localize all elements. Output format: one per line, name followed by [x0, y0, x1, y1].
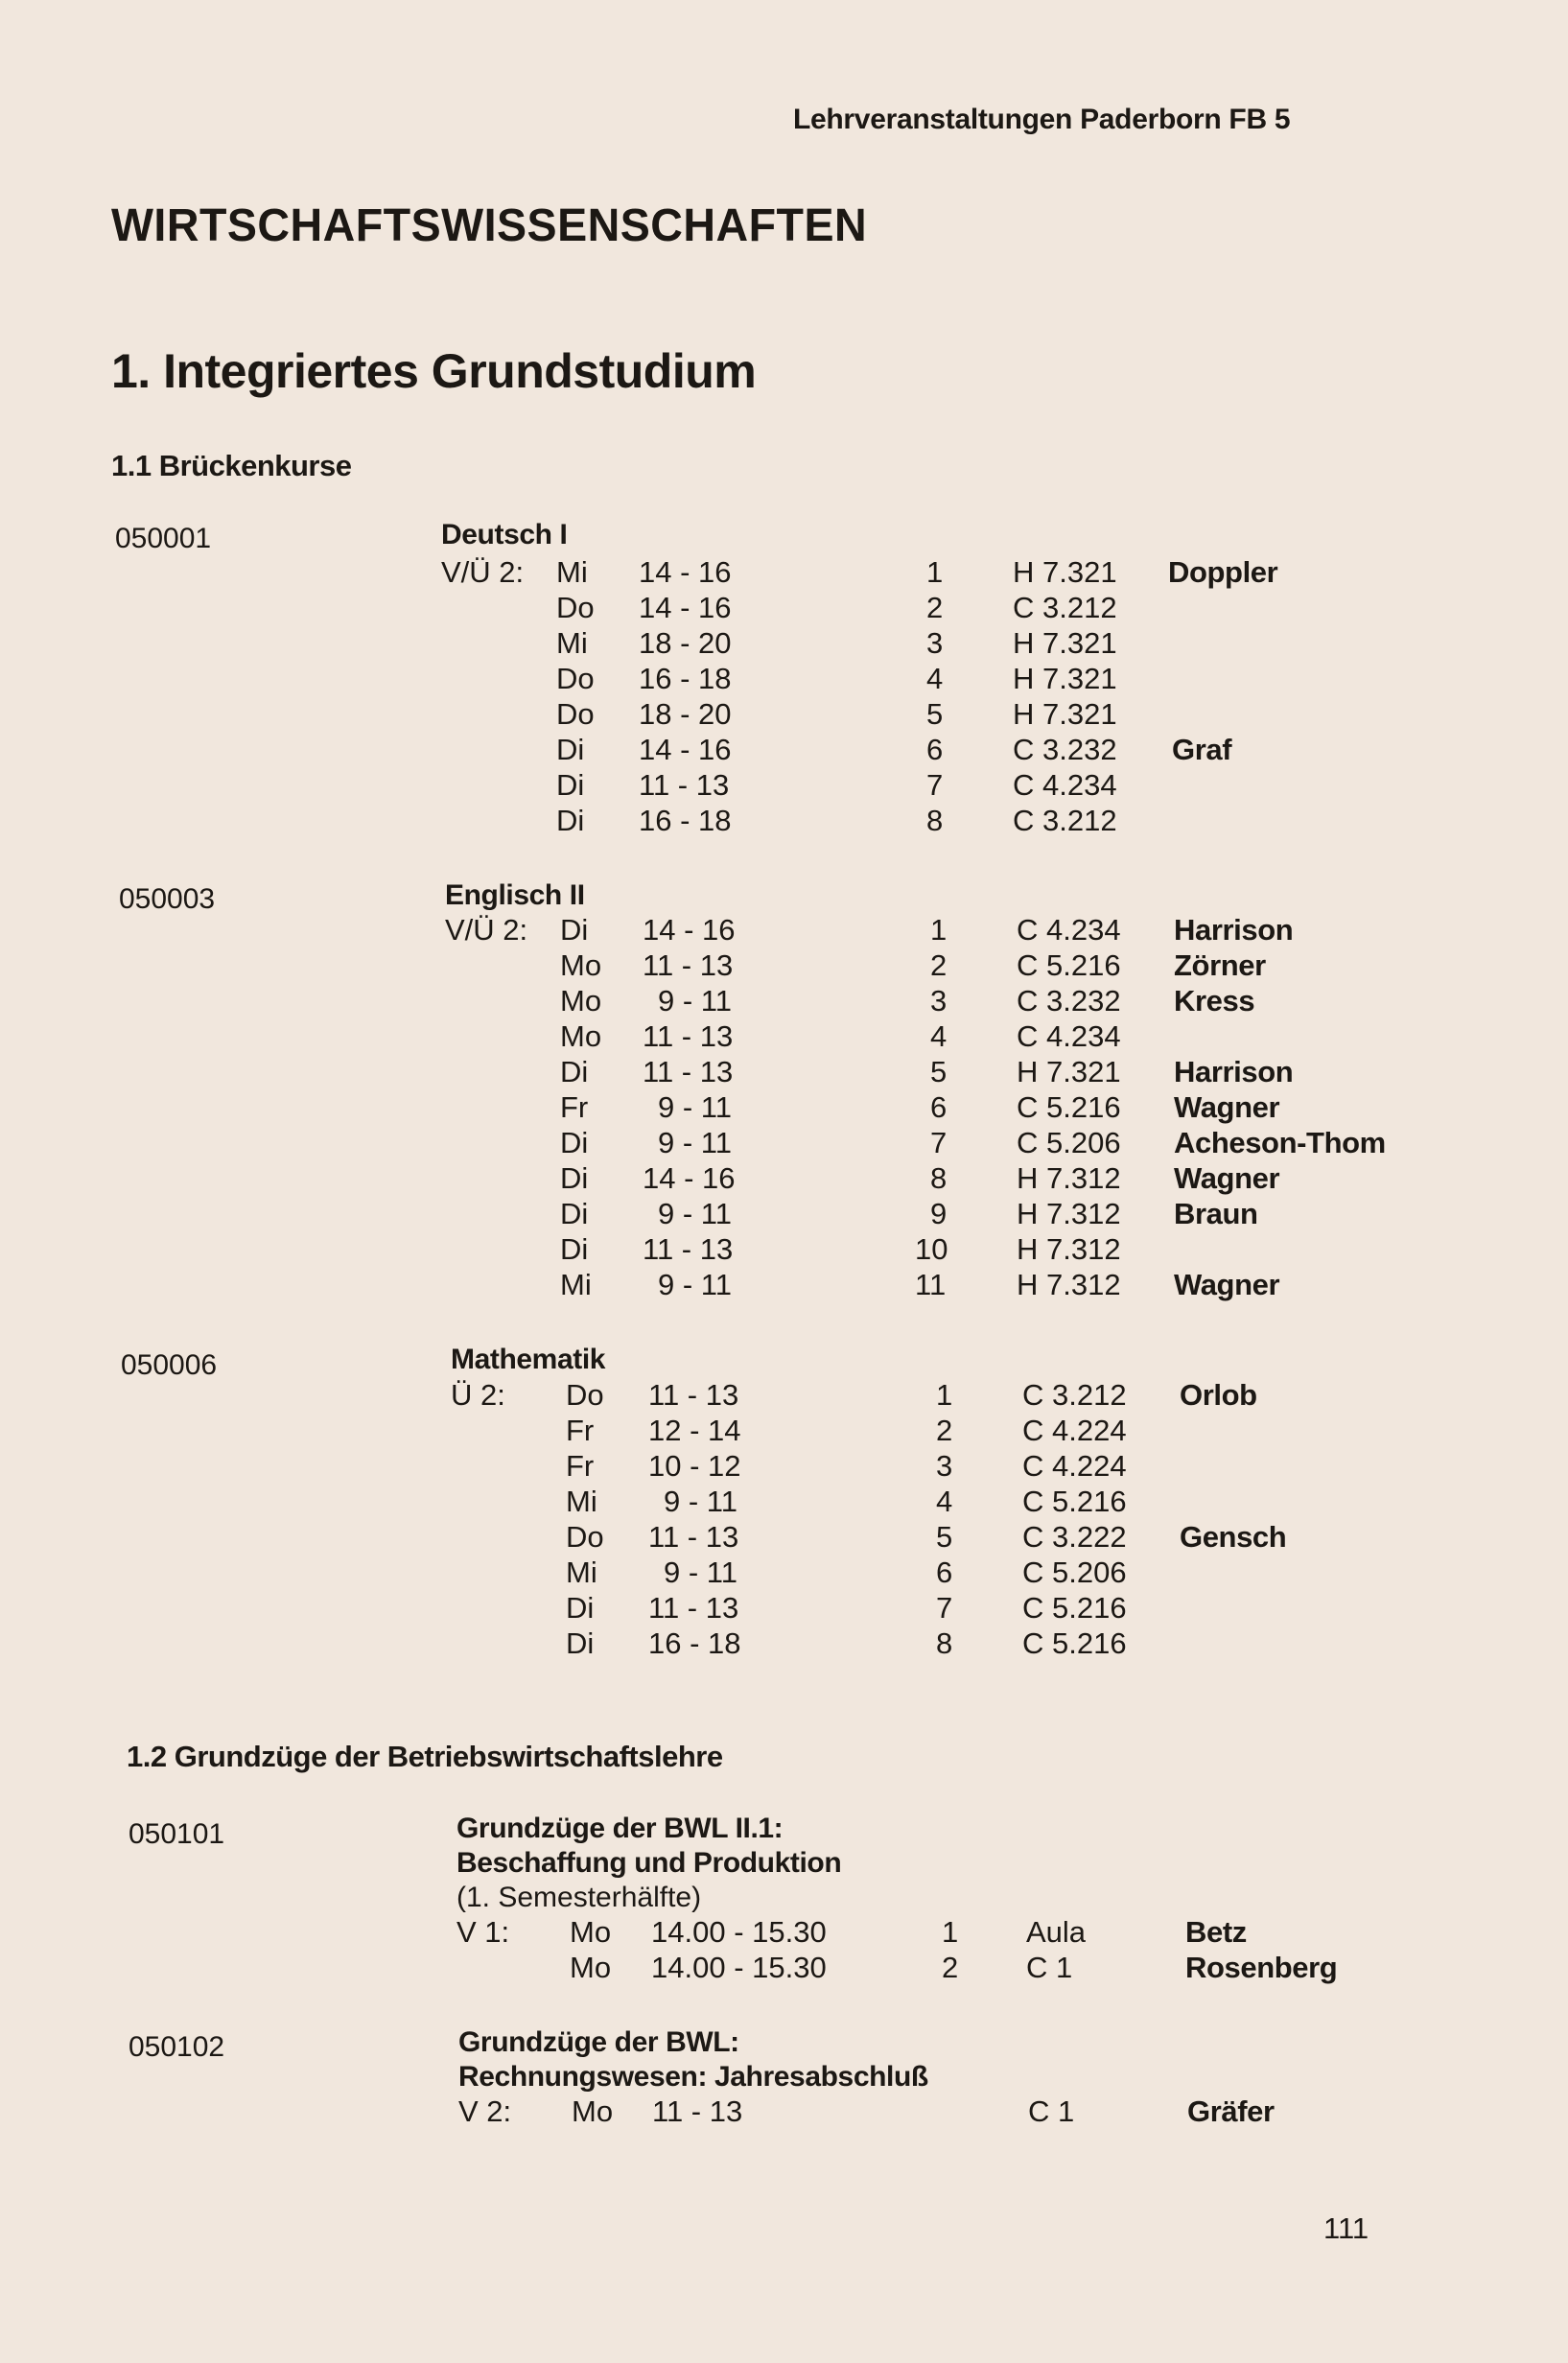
time-cell: 14 - 16 — [639, 733, 732, 766]
day-cell: Do — [556, 697, 595, 731]
course-name-subtitle: Beschaffung und Produktion — [456, 1847, 842, 1879]
time-cell: 18 - 20 — [639, 697, 732, 731]
course-name: Mathematik — [451, 1344, 606, 1375]
room-cell: C 3.212 — [1022, 1378, 1127, 1412]
group-cell: 7 — [926, 768, 944, 802]
room-cell: C 4.224 — [1022, 1414, 1127, 1447]
course-type: V/Ü 2: — [445, 913, 528, 947]
time-cell: 16 - 18 — [639, 804, 732, 837]
lecturer-cell: Wagner — [1174, 1161, 1280, 1195]
group-cell: 2 — [936, 1414, 953, 1447]
group-cell: 6 — [930, 1090, 948, 1124]
course-number: 050001 — [115, 523, 212, 554]
day-cell: Mo — [560, 948, 602, 982]
time-cell: 11 - 13 — [652, 2094, 743, 2128]
day-cell: Mi — [566, 1485, 597, 1518]
lecturer-cell: Graf — [1172, 733, 1232, 766]
room-cell: H 7.312 — [1017, 1161, 1121, 1195]
day-cell: Di — [556, 733, 585, 766]
day-cell: Do — [556, 662, 595, 695]
time-cell: 11 - 13 — [639, 768, 730, 802]
group-cell: 3 — [930, 984, 948, 1018]
room-cell: C 5.216 — [1022, 1591, 1127, 1625]
time-cell: 11 - 13 — [643, 1232, 734, 1266]
group-cell: 7 — [930, 1126, 948, 1159]
lecturer-cell: Gensch — [1180, 1520, 1287, 1554]
group-cell: 1 — [936, 1378, 953, 1412]
time-cell: 9 - 11 — [658, 1197, 732, 1230]
room-cell: C 1 — [1028, 2094, 1075, 2128]
day-cell: Fr — [566, 1449, 595, 1483]
room-cell: H 7.321 — [1013, 626, 1117, 660]
day-cell: Di — [560, 913, 589, 947]
day-cell: Do — [566, 1378, 604, 1412]
group-cell: 11 — [915, 1268, 947, 1301]
time-cell: 14 - 16 — [643, 913, 736, 947]
group-cell: 5 — [936, 1520, 953, 1554]
time-cell: 9 - 11 — [658, 984, 732, 1018]
lecturer-cell: Zörner — [1174, 948, 1266, 982]
room-cell: H 7.312 — [1017, 1232, 1121, 1266]
subsection-title-bruckenkurse: 1.1 Brückenkurse — [111, 449, 352, 482]
room-cell: C 4.234 — [1013, 768, 1117, 802]
day-cell: Di — [566, 1591, 595, 1625]
group-cell: 9 — [930, 1197, 948, 1230]
day-cell: Mo — [570, 1951, 612, 1984]
lecturer-cell: Betz — [1185, 1915, 1247, 1949]
group-cell: 2 — [926, 591, 944, 624]
course-number: 050102 — [129, 2031, 225, 2063]
room-cell: C 3.222 — [1022, 1520, 1127, 1554]
section-title: 1. Integriertes Grundstudium — [111, 344, 757, 398]
day-cell: Do — [566, 1520, 604, 1554]
group-cell: 8 — [936, 1626, 953, 1660]
course-type: V 2: — [458, 2094, 512, 2128]
time-cell: 14 - 16 — [639, 555, 732, 589]
day-cell: Mo — [560, 984, 602, 1018]
time-cell: 11 - 13 — [648, 1520, 739, 1554]
lecturer-cell: Acheson-Thom — [1174, 1126, 1386, 1159]
course-name: Grundzüge der BWL: — [458, 2026, 739, 2058]
time-cell: 14.00 - 15.30 — [651, 1915, 827, 1949]
time-cell: 14 - 16 — [643, 1161, 736, 1195]
group-cell: 5 — [926, 697, 944, 731]
lecturer-cell: Braun — [1174, 1197, 1258, 1230]
day-cell: Mo — [560, 1019, 602, 1053]
room-cell: H 7.321 — [1013, 697, 1117, 731]
room-cell: H 7.321 — [1017, 1055, 1121, 1088]
group-cell: 2 — [942, 1951, 959, 1984]
room-cell: C 5.206 — [1022, 1556, 1127, 1589]
running-header: Lehrveranstaltungen Paderborn FB 5 — [793, 104, 1291, 135]
day-cell: Di — [556, 768, 585, 802]
day-cell: Mi — [556, 626, 588, 660]
lecturer-cell: Kress — [1174, 984, 1255, 1018]
room-cell: C 4.234 — [1017, 913, 1121, 947]
day-cell: Do — [556, 591, 595, 624]
day-cell: Di — [560, 1197, 589, 1230]
group-cell: 1 — [926, 555, 944, 589]
group-cell: 3 — [926, 626, 944, 660]
group-cell: 8 — [930, 1161, 948, 1195]
time-cell: 11 - 13 — [643, 948, 734, 982]
time-cell: 9 - 11 — [658, 1090, 732, 1124]
group-cell: 4 — [926, 662, 944, 695]
course-number: 050101 — [129, 1818, 225, 1850]
group-cell: 10 — [915, 1232, 948, 1266]
group-cell: 4 — [936, 1485, 953, 1518]
time-cell: 14.00 - 15.30 — [651, 1951, 827, 1984]
room-cell: H 7.321 — [1013, 662, 1117, 695]
group-cell: 6 — [936, 1556, 953, 1589]
room-cell: C 4.234 — [1017, 1019, 1121, 1053]
room-cell: C 5.216 — [1017, 948, 1121, 982]
day-cell: Di — [560, 1161, 589, 1195]
day-cell: Di — [560, 1232, 589, 1266]
time-cell: 16 - 18 — [639, 662, 732, 695]
group-cell: 7 — [936, 1591, 953, 1625]
time-cell: 12 - 14 — [648, 1414, 741, 1447]
day-cell: Fr — [566, 1414, 595, 1447]
time-cell: 9 - 11 — [658, 1126, 732, 1159]
course-name: Englisch II — [445, 879, 585, 911]
day-cell: Mo — [570, 1915, 612, 1949]
lecturer-cell: Gräfer — [1187, 2094, 1275, 2128]
group-cell: 2 — [930, 948, 948, 982]
group-cell: 6 — [926, 733, 944, 766]
course-type: V 1: — [456, 1915, 510, 1949]
day-cell: Mi — [560, 1268, 592, 1301]
lecturer-cell: Wagner — [1174, 1268, 1280, 1301]
time-cell: 14 - 16 — [639, 591, 732, 624]
room-cell: C 3.232 — [1017, 984, 1121, 1018]
time-cell: 11 - 13 — [643, 1019, 734, 1053]
lecturer-cell: Orlob — [1180, 1378, 1257, 1412]
time-cell: 16 - 18 — [648, 1626, 741, 1660]
page-number: 111 — [1323, 2211, 1369, 2245]
group-cell: 3 — [936, 1449, 953, 1483]
day-cell: Mi — [566, 1556, 597, 1589]
room-cell: C 4.224 — [1022, 1449, 1127, 1483]
group-cell: 1 — [942, 1915, 959, 1949]
day-cell: Di — [566, 1626, 595, 1660]
room-cell: C 3.212 — [1013, 804, 1117, 837]
course-name: Grundzüge der BWL II.1: — [456, 1813, 784, 1844]
time-cell: 11 - 13 — [643, 1055, 734, 1088]
group-cell: 8 — [926, 804, 944, 837]
course-type: Ü 2: — [451, 1378, 505, 1412]
day-cell: Di — [560, 1126, 589, 1159]
group-cell: 5 — [930, 1055, 948, 1088]
subsection-title-bwl: 1.2 Grundzüge der Betriebswirtschaftslehre — [127, 1740, 723, 1773]
course-name-subtitle: Rechnungswesen: Jahresabschluß — [458, 2061, 928, 2093]
course-note: (1. Semesterhälfte) — [456, 1882, 702, 1913]
time-cell: 10 - 12 — [648, 1449, 741, 1483]
lecturer-cell: Doppler — [1168, 555, 1278, 589]
room-cell: Aula — [1026, 1915, 1087, 1949]
lecturer-cell: Wagner — [1174, 1090, 1280, 1124]
room-cell: C 3.232 — [1013, 733, 1117, 766]
time-cell: 18 - 20 — [639, 626, 732, 660]
day-cell: Di — [556, 804, 585, 837]
time-cell: 11 - 13 — [648, 1378, 739, 1412]
page-title: WIRTSCHAFTSWISSENSCHAFTEN — [111, 200, 868, 251]
lecturer-cell: Harrison — [1174, 913, 1294, 947]
day-cell: Mo — [572, 2094, 614, 2128]
room-cell: C 3.212 — [1013, 591, 1117, 624]
room-cell: C 5.216 — [1022, 1485, 1127, 1518]
room-cell: H 7.312 — [1017, 1268, 1121, 1301]
time-cell: 9 - 11 — [664, 1485, 737, 1518]
group-cell: 1 — [930, 913, 948, 947]
course-type: V/Ü 2: — [441, 555, 525, 589]
time-cell: 9 - 11 — [664, 1556, 737, 1589]
course-name: Deutsch I — [441, 519, 568, 550]
lecturer-cell: Rosenberg — [1185, 1951, 1338, 1984]
room-cell: C 5.216 — [1017, 1090, 1121, 1124]
room-cell: C 1 — [1026, 1951, 1073, 1984]
room-cell: C 5.216 — [1022, 1626, 1127, 1660]
day-cell: Mi — [556, 555, 588, 589]
group-cell: 4 — [930, 1019, 948, 1053]
course-number: 050006 — [121, 1349, 218, 1381]
room-cell: C 5.206 — [1017, 1126, 1121, 1159]
day-cell: Fr — [560, 1090, 589, 1124]
course-number: 050003 — [119, 883, 216, 915]
time-cell: 9 - 11 — [658, 1268, 732, 1301]
room-cell: H 7.321 — [1013, 555, 1117, 589]
day-cell: Di — [560, 1055, 589, 1088]
time-cell: 11 - 13 — [648, 1591, 739, 1625]
lecturer-cell: Harrison — [1174, 1055, 1294, 1088]
room-cell: H 7.312 — [1017, 1197, 1121, 1230]
